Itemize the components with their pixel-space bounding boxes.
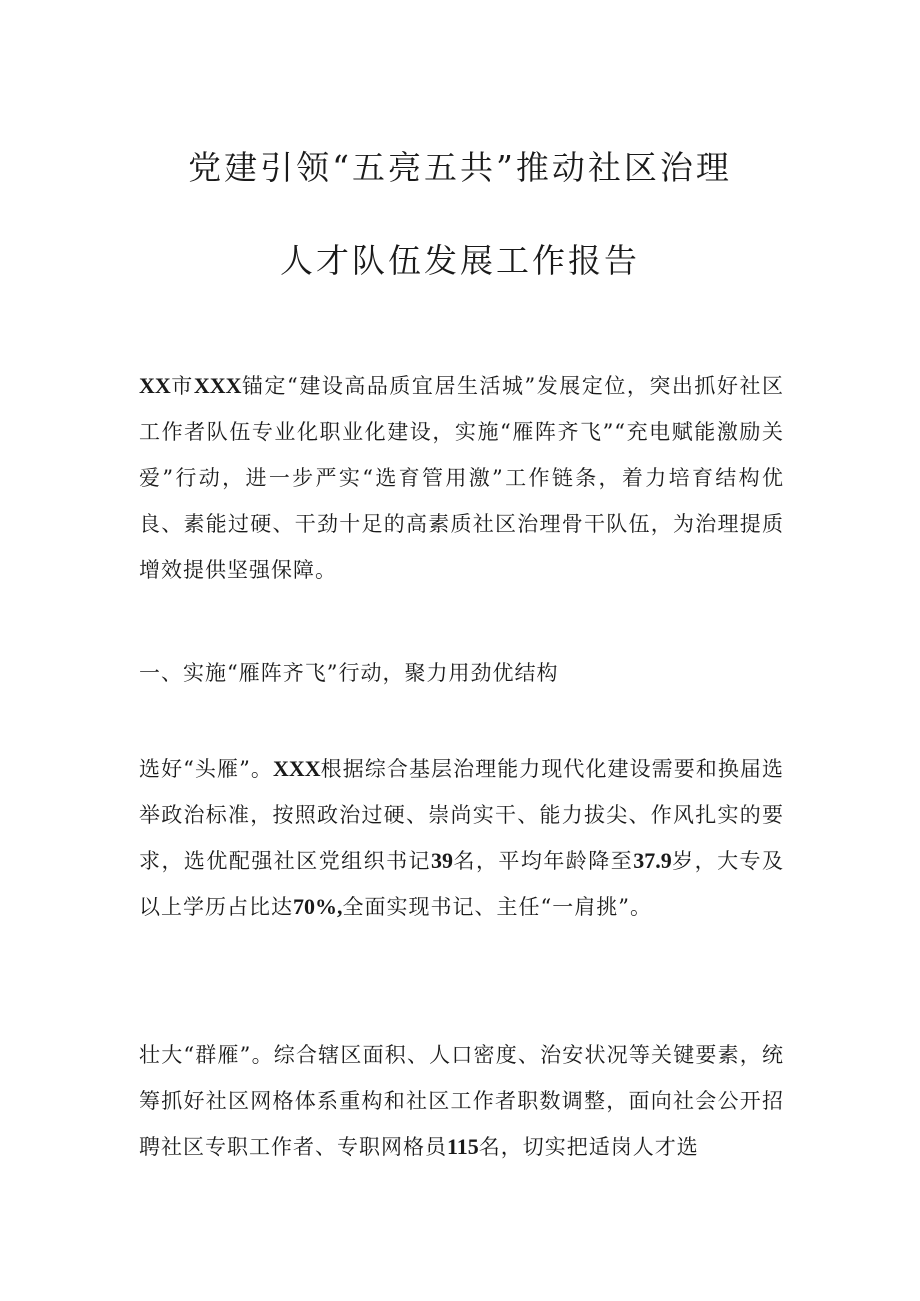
- flock-text-1: 壮大“群雁”。综合辖区面积、人口密度、治安状况等关键要素，统筹抓好社区网格体系重构和社区工作者职数调整，面向社会公开招聘社区专职工作者、专职网格员: [139, 1043, 784, 1159]
- intro-paragraph: [139, 363, 784, 595]
- education-percentage: 70%,: [293, 894, 343, 919]
- intro-text-2: 锚定“建设高品质宜居生活城”发展定位，突出抓好社区工作者队伍专业化职业化建设，实施“雁阵齐飞”“充电赋能激励关爱”行动，进一步严实“选育管用激”工作链条，着力培育结构优良、素能过硬、干劲十足的高素质社区治理骨干队伍，为治理提质增效提供坚强保障。: [139, 374, 784, 582]
- head-geese-text-3: 名，平均年龄降至: [453, 849, 634, 873]
- head-geese-text-2: 根据综合基层治理能力现代化建设需要和换届选举政治标准，按照政治过硬、崇尚实干、能力拔尖、作风扎实的要求，选优配强社区党组织书记: [139, 757, 784, 873]
- head-geese-text-5: 全面实现书记、主任“一肩挑”。: [342, 895, 652, 919]
- intro-text-1: 市: [170, 374, 194, 398]
- head-geese-text-1: 选好“头雁”。: [139, 757, 273, 781]
- recruit-count: 115: [447, 1134, 479, 1159]
- flock-paragraph: [139, 1032, 784, 1220]
- average-age: 37.9: [633, 848, 672, 873]
- report-title-line-2: 人才队伍发展工作报告: [280, 241, 640, 280]
- head-geese-text-4: 岁，大专及以上学历占比达: [139, 849, 784, 919]
- section-1-heading: 一、实施“雁阵齐飞”行动，聚力用劲优结构: [139, 661, 559, 685]
- org-name: XXX: [193, 373, 242, 398]
- org-name: XXX: [272, 756, 321, 781]
- flock-text-2: 名，切实把适岗人才选: [478, 1135, 699, 1159]
- secretary-count: 39: [431, 848, 454, 873]
- city-name: XX: [139, 373, 171, 398]
- report-title-line-1: 党建引领“五亮五共”推动社区治理: [188, 148, 732, 187]
- head-geese-paragraph: [139, 746, 784, 978]
